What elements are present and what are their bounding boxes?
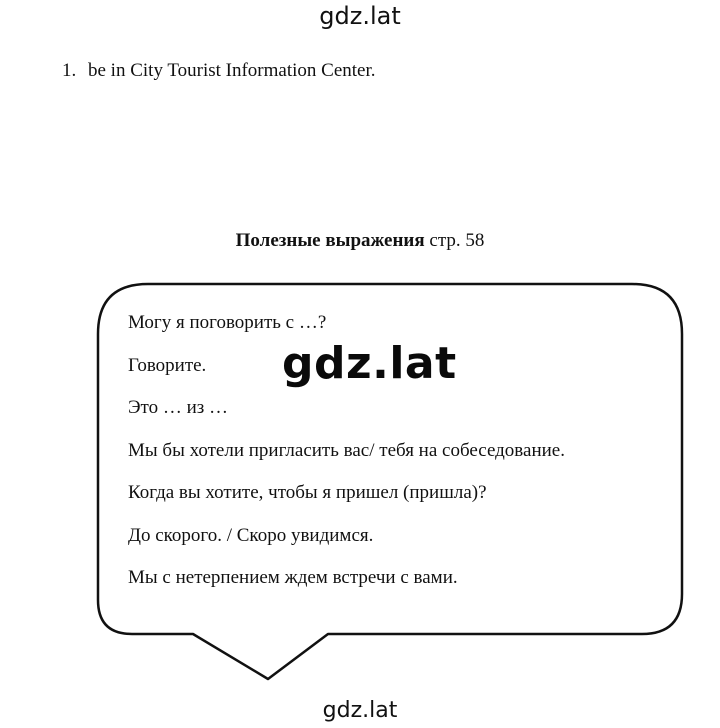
section-title-page: стр. 58	[424, 230, 485, 251]
phrase-item: Мы бы хотели пригласить вас/ тебя на собеседование.	[128, 439, 565, 461]
watermark-bottom: gdz.lat	[322, 698, 398, 723]
phrase-item: Когда вы хотите, чтобы я пришел (пришла)?	[128, 482, 487, 503]
phrase-item: Говорите.	[128, 354, 207, 376]
watermark-center: gdz.lat	[282, 338, 457, 389]
phrase-item: Могу я поговорить с …?	[128, 312, 327, 333]
section-title-bold: Полезные выражения	[235, 230, 425, 251]
phrase-item: Мы с нетерпением ждем встречи с вами.	[128, 567, 458, 588]
watermark-top: gdz.lat	[319, 2, 401, 30]
phrase-item: До скорого. / Скоро увидимся.	[128, 524, 374, 546]
item-text: be in City Tourist Information Center.	[88, 60, 376, 81]
item-number: 1.	[62, 60, 77, 81]
phrase-item: Это … из …	[128, 397, 229, 418]
